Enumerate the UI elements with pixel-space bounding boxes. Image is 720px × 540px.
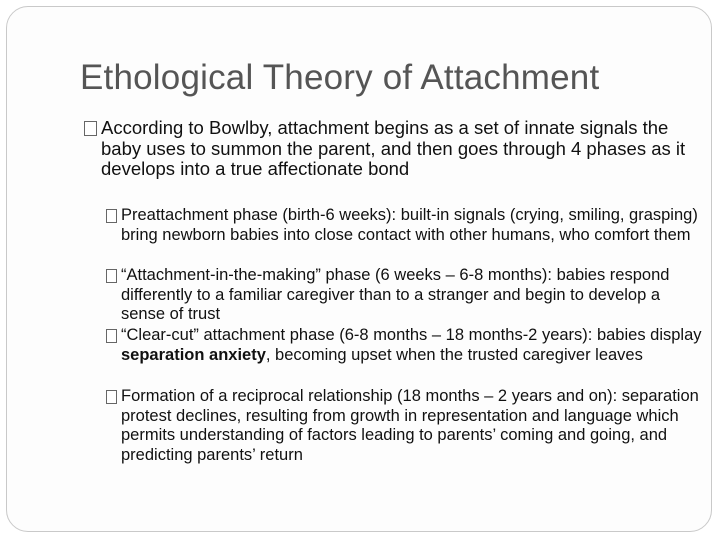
phase-bullet-2 <box>105 266 705 325</box>
bullet-box-icon <box>84 121 97 136</box>
phase-bullet-1 <box>105 206 705 245</box>
bullet-box-icon <box>106 269 117 283</box>
phase-1-text: Preattachment phase (birth-6 weeks): built-in signals (crying, smiling, grasping) bring newborn babies into close contact with other humans, who comfort them <box>121 206 698 244</box>
phase-bullet-3 <box>105 326 705 365</box>
phase-3-text-after: , becoming upset when the trusted caregiver leaves <box>265 345 643 364</box>
main-bullet <box>84 118 694 180</box>
phase-2-text: “Attachment-in-the-making” phase (6 weeks – 6-8 months): babies respond differently to a familiar caregiver than to a stranger and begin to develop a sense of trust <box>121 266 670 323</box>
phase-3-text-before: “Clear-cut” attachment phase (6-8 months – 18 months-2 years): babies display <box>121 326 702 344</box>
bullet-box-icon <box>106 390 117 404</box>
bullet-box-icon <box>106 329 117 343</box>
main-bullet-text: According to Bowlby, attachment begins as a set of innate signals the baby uses to summon the parent, and then goes through 4 phases as it develops into a true affectionate bond <box>101 117 686 179</box>
phase-4-text: Formation of a reciprocal relationship (18 months – 2 years and on): separation protest declines, resulting from growth in representation and language which permits understanding of factors leading to parents’ coming and going, and predicting parents’ return <box>121 387 699 464</box>
bullet-box-icon <box>106 209 117 223</box>
phase-bullet-4 <box>105 387 705 465</box>
slide-title: Ethological Theory of Attachment <box>80 58 600 97</box>
phase-3-bold-term: separation anxiety <box>121 345 266 364</box>
phase-3-text <box>121 326 705 365</box>
